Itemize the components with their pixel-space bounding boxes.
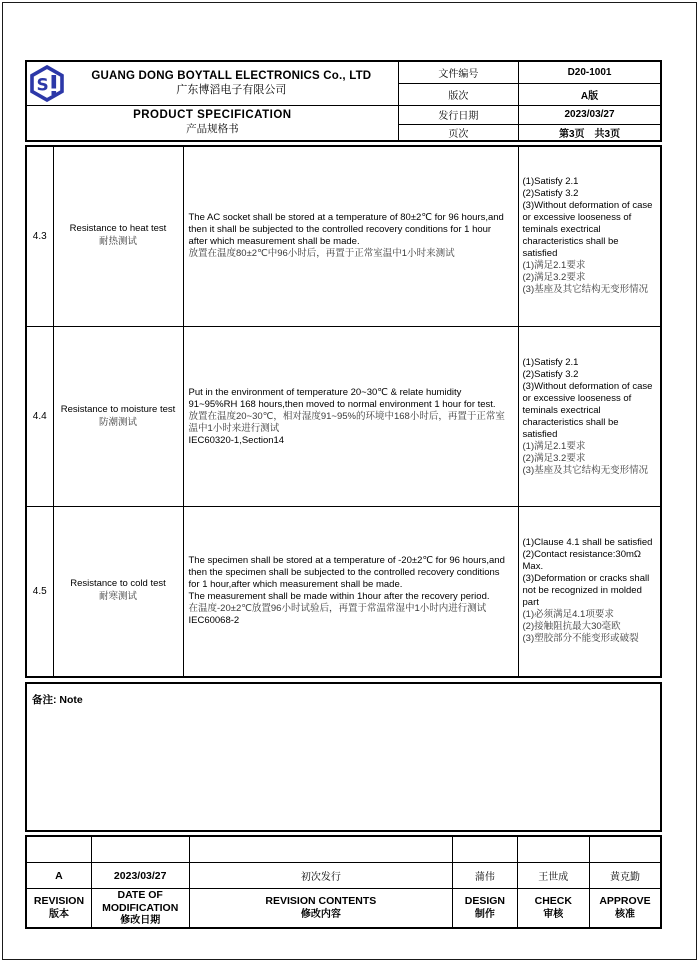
revision-contents-value: 初次发行 (189, 863, 453, 889)
judgement-line: (1)Satisfy 2.1 (522, 176, 579, 188)
info-label-doc-number: 文件编号 (398, 61, 518, 83)
document-body (25, 60, 662, 929)
desc-line: The specimen shall be stored at a temperature of -20±2℃ for 96 hours,and then the specimen shall be subjected to the controlled recovery conditions for 1 hour,after which measurement shall be made. (188, 555, 505, 591)
judgement-line: (3)Without deformation of case or excessive looseness of teminals exectrical characteristics shall be satisfied (522, 380, 653, 440)
revision-header-zh: 版本 (48, 908, 69, 920)
empty-cell (91, 836, 189, 863)
info-value-revision: A版 (519, 83, 661, 105)
check-header-zh: 审核 (543, 908, 564, 920)
info-value-page: 第3页 共3页 (519, 124, 661, 141)
contents-header-en: REVISION CONTENTS (265, 895, 377, 908)
desc-line: 放置在温度80±2℃中96小时后，再置于正常室温中1小时来测试 (188, 248, 455, 260)
spec-name-zh: 耐热测试 (98, 236, 137, 248)
spec-row-4-5 (26, 507, 661, 677)
contents-header (189, 889, 453, 929)
spec-name-zh: 耐寒测试 (98, 591, 137, 603)
revision-table (25, 835, 662, 930)
check-header (517, 889, 589, 929)
judgement-line: (3)Without deformation of case or excessive looseness of teminals exectrical characteristics shall be satisfied (522, 200, 653, 260)
doc-title-cell (26, 105, 398, 141)
judgement-line: (1)Satisfy 2.1 (522, 356, 579, 368)
design-header-zh: 制作 (474, 908, 495, 920)
judgement-line: (1)Clause 4.1 shall be satisfied (522, 537, 653, 549)
revision-empty-row (26, 836, 661, 863)
header-table (25, 60, 662, 142)
modification-date-value: 2023/03/27 (91, 863, 189, 889)
empty-cell (590, 836, 661, 863)
info-label-page: 页次 (398, 124, 518, 141)
check-header-en: CHECK (534, 895, 572, 908)
spec-no: 4.4 (26, 327, 53, 507)
spec-judgement (518, 146, 661, 327)
judgement-line: (2)Satisfy 3.2 (522, 368, 579, 380)
design-value: 蒲伟 (453, 863, 517, 889)
spec-name-en: Resistance to moisture test (60, 403, 176, 415)
company-name-en: GUANG DONG BOYTALL ELECTRONICS Co., LTD (91, 70, 372, 83)
date-header-zh: 修改日期 (120, 915, 161, 927)
approve-header (590, 889, 661, 929)
empty-cell (453, 836, 517, 863)
judgement-line: (3)基座及其它结构无变形情况 (522, 284, 649, 296)
spec-judgement (518, 327, 661, 507)
info-value-issue-date: 2023/03/27 (519, 105, 661, 124)
spec-table (25, 145, 662, 678)
doc-title-en: PRODUCT SPECIFICATION (133, 109, 292, 122)
note-box (25, 682, 662, 832)
spec-row-4-3 (26, 146, 661, 327)
desc-line: The AC socket shall be stored at a temperature of 80±2℃ for 96 hours,and then it shall be subjected to the controlled recovery conditions for 1 hour after which measurement shall be made. (188, 212, 504, 248)
revision-header-en: REVISION (33, 895, 85, 908)
boytall-logo-icon (29, 65, 67, 102)
spec-name (53, 327, 183, 507)
revision-header-row (26, 889, 661, 929)
judgement-line: (1)满足2.1要求 (522, 440, 586, 452)
contents-header-zh: 修改内容 (300, 908, 341, 920)
svg-text:S: S (36, 75, 49, 96)
judgement-line: (2)满足3.2要求 (522, 452, 586, 464)
info-value-doc-number: D20-1001 (519, 61, 661, 83)
company-cell (26, 61, 398, 105)
spec-row-4-4 (26, 327, 661, 507)
spec-judgement (518, 507, 661, 677)
check-value: 王世成 (517, 863, 589, 889)
desc-line: 放置在温度20~30℃，相对湿度91~95%的环境中168小时后，再置于正常室温中1小时来进行测试 (188, 410, 505, 434)
desc-line: 在温度-20±2℃放置96小时试验后，再置于常温常湿中1小时内进行测试 (188, 603, 487, 615)
company-name-zh: 广东博滔电子有限公司 (176, 83, 287, 96)
judgement-line: (2)Satisfy 3.2 (522, 188, 579, 200)
desc-line: IEC60320-1,Section14 (188, 434, 285, 446)
judgement-line: (1)必须满足4.1项要求 (522, 609, 614, 621)
empty-cell (189, 836, 453, 863)
revision-data-row (26, 863, 661, 889)
approve-value: 黄克勤 (590, 863, 661, 889)
empty-cell (517, 836, 589, 863)
desc-line: Put in the environment of temperature 20~30℃ & relate humidity 91~95%RH 168 hours,then moved to normal environment 1 hour for test. (188, 386, 496, 410)
approve-header-en: APPROVE (599, 895, 651, 908)
info-label-revision: 版次 (398, 83, 518, 105)
date-header-en: DATE OF MODIFICATION (102, 889, 179, 914)
empty-cell (26, 836, 91, 863)
judgement-line: (2)接触阻抗最大30毫欧 (522, 621, 621, 633)
spec-name-en: Resistance to cold test (70, 578, 166, 590)
approve-header-zh: 核准 (615, 908, 635, 920)
design-header-en: DESIGN (464, 895, 505, 908)
desc-line: IEC60068-2 (188, 615, 240, 627)
note-label: 备注: Note (32, 693, 83, 706)
spec-description (183, 327, 518, 507)
judgement-line: (3)塑胶部分不能变形或破裂 (522, 633, 639, 645)
revision-value: A (26, 863, 91, 889)
judgement-line: (3)基座及其它结构无变形情况 (522, 464, 649, 476)
desc-line: The measurement shall be made within 1hour after the recovery period. (188, 591, 490, 603)
date-header (91, 889, 189, 929)
spec-no: 4.3 (26, 146, 53, 327)
judgement-line: (3)Deformation or cracks shall not be recognized in molded part (522, 573, 650, 609)
info-label-issue-date: 发行日期 (398, 105, 518, 124)
note-cell (26, 683, 661, 831)
spec-description (183, 146, 518, 327)
spec-name (53, 507, 183, 677)
revision-header (26, 889, 91, 929)
doc-title-zh: 产品规格书 (186, 123, 239, 136)
spec-name (53, 146, 183, 327)
spec-name-zh: 防潮测试 (98, 416, 137, 428)
design-header (453, 889, 517, 929)
judgement-line: (1)满足2.1要求 (522, 260, 586, 272)
spec-no: 4.5 (26, 507, 53, 677)
spec-name-en: Resistance to heat test (69, 223, 167, 235)
judgement-line: (2)Contact resistance:30mΩ Max. (522, 549, 642, 573)
judgement-line: (2)满足3.2要求 (522, 272, 586, 284)
spec-description (183, 507, 518, 677)
